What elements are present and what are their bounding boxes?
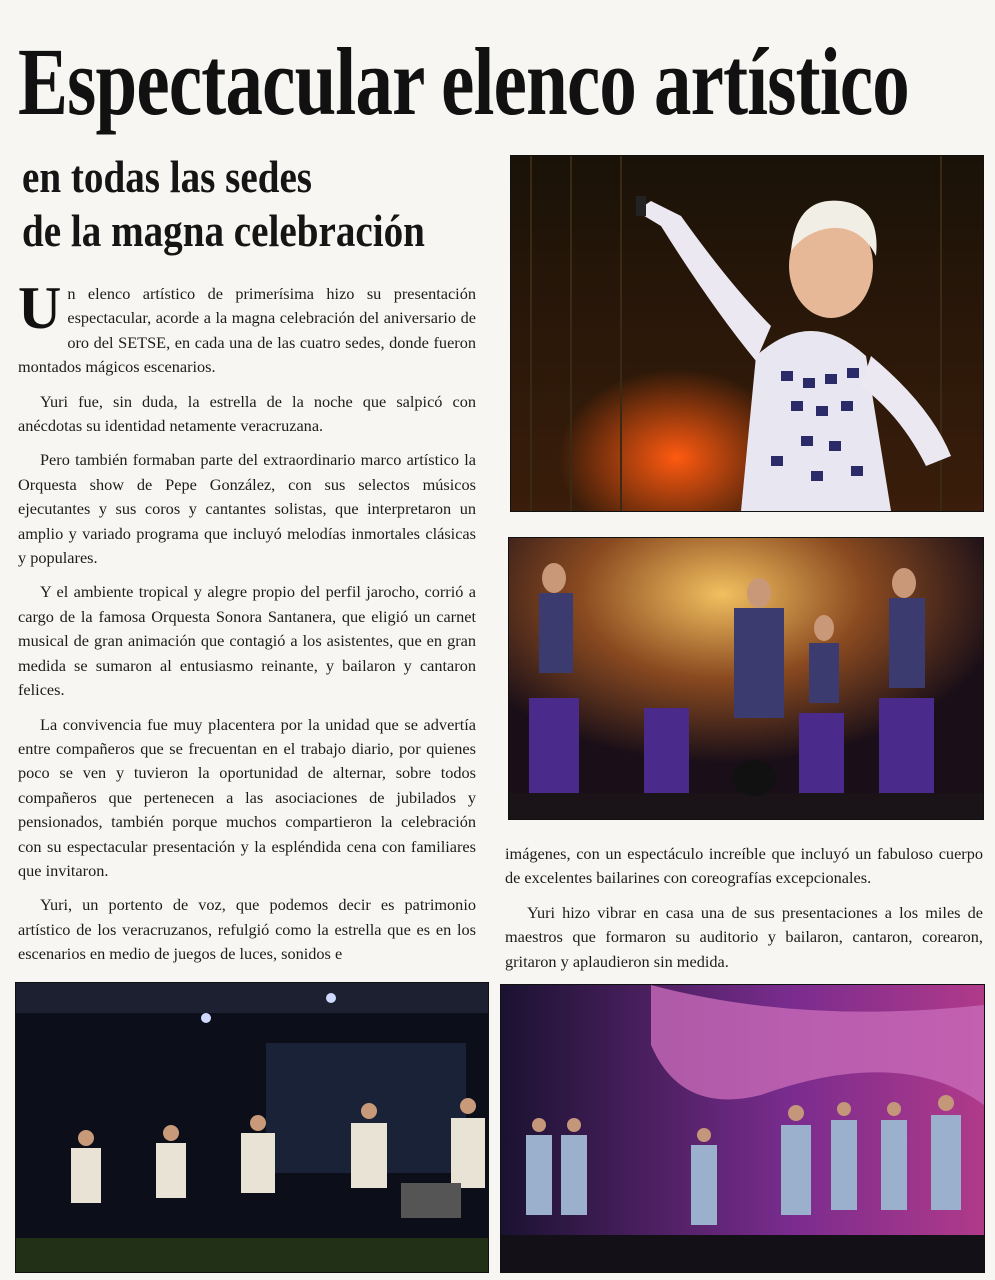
article-column-right — [505, 842, 983, 984]
paragraph-4: Y el ambiente tropical y alegre propio del perfil jarocho, corrió a cargo de la famosa Orquesta Sonora Santanera, que eligió un carnet musical de gran animación que contagió a los asistentes, que en gran medida se sumaron al entusiasmo reinante, y bailaron y cantaron felices. — [18, 582, 476, 700]
paragraph-2: Yuri fue, sin duda, la estrella de la noche que salpicó con anécdotas su identidad netamente veracruzana. — [18, 391, 476, 436]
orchestra-photo — [15, 982, 489, 1273]
subhead-line-2: de la magna celebración — [22, 205, 425, 256]
sonora-photo — [500, 984, 985, 1273]
dancers-photo — [508, 537, 984, 820]
drop-cap: U — [18, 275, 62, 341]
paragraph-5: La convivencia fue muy placentera por la unidad que se advertía entre compañeros que se frecuentan en el trabajo diario, por quienes poco se ven y tuvieron la oportunidad de alternar, sobre todos compañeros que pertenecen a las asociaciones de jubilados y pensionados, también porque muchos compartieron la celebración con su espectacular presentación y la espléndida cena con familiares que invitaron. — [18, 714, 476, 880]
paragraph-1 — [18, 275, 476, 380]
paragraph-7: Yuri hizo vibrar en casa una de sus presentaciones a los miles de maestros que formaron su auditorio y bailaron, cantaron, corearon, gritaron y aplaudieron sin medida. — [505, 902, 983, 971]
paragraph-3: Pero también formaban parte del extraordinario marco artístico la Orquesta show de Pepe González, con sus selectos músicos ejecutantes y sus coros y cantantes solistas, que interpretaron un amplio y variado programa que incluyó melodías inmortales clásicas y populares. — [18, 450, 476, 568]
paragraph-6-continued: imágenes, con un espectáculo increíble que incluyó un fabuloso cuerpo de excelentes bailarines con coreografías excepcionales. — [505, 844, 983, 888]
subhead-line-1: en todas las sedes — [22, 151, 313, 202]
article-column-left — [18, 275, 476, 977]
paragraph-1-text: n elenco artístico de primerísima hizo su presentación espectacular, acorde a la magna celebración del aniversario de oro del SETSE, en cada una de las cuatro sedes, donde fueron montados mágicos escenarios. — [18, 284, 476, 377]
headline: Espectacular elenco artístico — [18, 28, 909, 135]
subheadline — [22, 150, 425, 258]
paragraph-6: Yuri, un portento de voz, que podemos decir es patrimonio artístico de los veracruzanos, refulgió como la estrella que es en los escenarios en medio de juegos de luces, sonidos e — [18, 895, 476, 964]
singer-photo — [510, 155, 984, 512]
